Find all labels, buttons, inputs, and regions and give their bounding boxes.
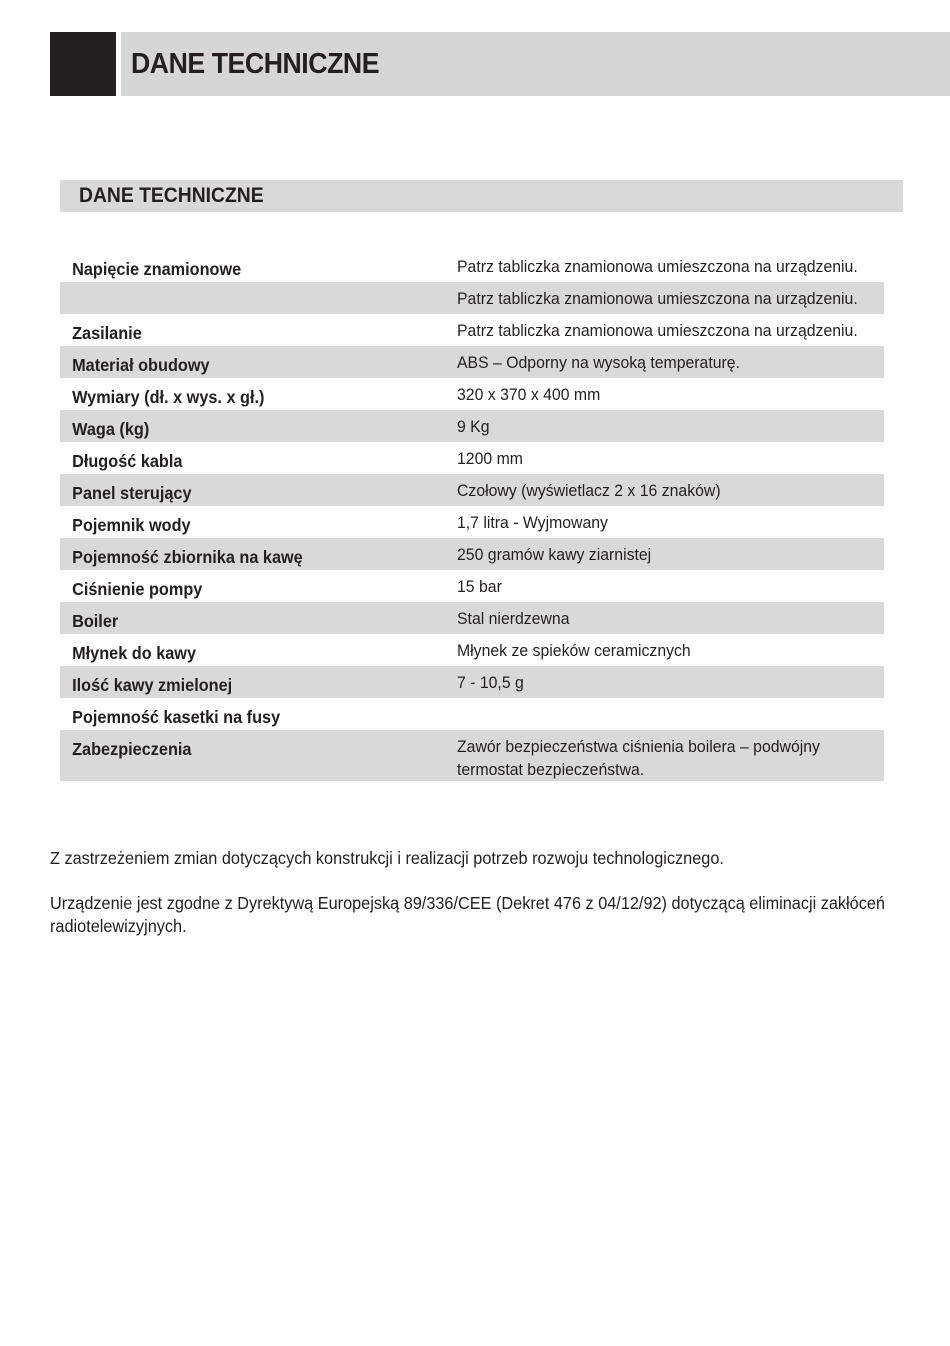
table-row xyxy=(60,666,884,698)
spec-label: Boiler xyxy=(72,611,119,631)
spec-value: Patrz tabliczka znamionowa umieszczona na urządzeniu. xyxy=(457,257,858,276)
table-row xyxy=(60,314,884,346)
spec-value: Patrz tabliczka znamionowa umieszczona na urządzeniu. xyxy=(457,289,858,308)
spec-label: Ciśnienie pompy xyxy=(72,579,203,599)
spec-label xyxy=(60,282,429,314)
table-row xyxy=(60,602,884,634)
spec-value: 320 x 370 x 400 mm xyxy=(457,385,601,404)
spec-label: Pojemnik wody xyxy=(72,515,191,535)
spec-value: Czołowy (wyświetlacz 2 x 16 znaków) xyxy=(457,481,721,500)
spec-value: 1200 mm xyxy=(457,449,523,468)
spec-label: Ilość kawy zmielonej xyxy=(72,675,233,695)
spec-value: 7 - 10,5 g xyxy=(457,673,524,692)
table-row xyxy=(60,570,884,602)
specs-table xyxy=(60,250,884,781)
table-row xyxy=(60,730,884,781)
spec-value: Patrz tabliczka znamionowa umieszczona na urządzeniu. xyxy=(457,321,858,340)
spec-label: Zabezpieczenia xyxy=(72,739,192,759)
spec-value: Stal nierdzewna xyxy=(457,609,570,628)
spec-label: Długość kabla xyxy=(72,451,183,471)
spec-label: Pojemność zbiornika na kawę xyxy=(72,547,303,567)
spec-label: Pojemność kasetki na fusy xyxy=(72,707,281,727)
compliance-text: Urządzenie jest zgodne z Dyrektywą Europejską 89/336/CEE (Dekret 476 z 04/12/92) dotyczącą eliminacji zakłóceń radiotelewizyjnych. xyxy=(50,893,885,936)
spec-value: Zawór bezpieczeństwa ciśnienia boilera – podwójny termostat bezpieczeństwa. xyxy=(457,737,820,779)
spec-value: 9 Kg xyxy=(457,417,490,436)
spec-value: ABS – Odporny na wysoką temperaturę. xyxy=(457,353,740,372)
table-row xyxy=(60,698,884,730)
spec-value: 1,7 litra - Wyjmowany xyxy=(457,513,608,532)
spec-label: Materiał obudowy xyxy=(72,355,210,375)
section-header xyxy=(60,180,903,212)
spec-label: Panel sterujący xyxy=(72,483,192,503)
disclaimer-text: Z zastrzeżeniem zmian dotyczących konstrukcji i realizacji potrzeb rozwoju technologicznego. xyxy=(50,848,724,868)
section-title: DANE TECHNICZNE xyxy=(79,184,264,207)
table-row xyxy=(60,538,884,570)
spec-label: Zasilanie xyxy=(72,323,142,343)
table-row xyxy=(60,474,884,506)
table-row xyxy=(60,410,884,442)
page-title: DANE TECHNICZNE xyxy=(131,47,380,80)
spec-value: 15 bar xyxy=(457,577,502,596)
spec-label: Wymiary (dł. x wys. x gł.) xyxy=(72,387,265,407)
header-black-block xyxy=(50,32,116,96)
table-row xyxy=(60,442,884,474)
table-row xyxy=(60,634,884,666)
spec-value: Młynek ze spieków ceramicznych xyxy=(457,641,691,660)
page-header xyxy=(121,32,950,96)
spec-value xyxy=(457,698,854,730)
spec-value: 250 gramów kawy ziarnistej xyxy=(457,545,652,564)
table-row xyxy=(60,250,884,282)
table-row xyxy=(60,346,884,378)
spec-label: Napięcie znamionowe xyxy=(72,259,242,279)
spec-label: Młynek do kawy xyxy=(72,643,197,663)
table-row xyxy=(60,378,884,410)
table-row xyxy=(60,282,884,314)
spec-label: Waga (kg) xyxy=(72,419,150,439)
table-row xyxy=(60,506,884,538)
